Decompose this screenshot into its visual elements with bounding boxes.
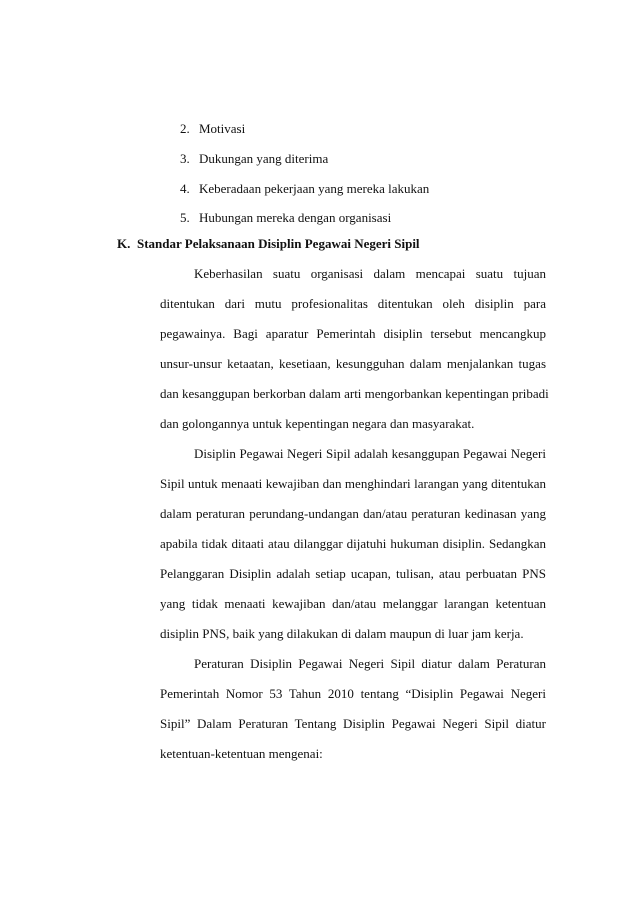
- paragraph-line: ketentuan-ketentuan mengenai:: [160, 746, 323, 761]
- paragraph-line: Pelanggaran Disiplin adalah setiap ucapan, tulisan, atau perbuatan PNS: [160, 566, 546, 581]
- list-text: Keberadaan pekerjaan yang mereka lakukan: [199, 181, 430, 196]
- section-letter: K.: [117, 236, 131, 251]
- paragraph-line: dalam peraturan perundang-undangan dan/atau peraturan kedinasan yang: [160, 506, 546, 521]
- paragraph-line: Sipil” Dalam Peraturan Tentang Disiplin Pegawai Negeri Sipil diatur: [160, 716, 546, 731]
- paragraph-line: Keberhasilan suatu organisasi dalam mencapai suatu tujuan: [194, 266, 546, 281]
- list-text: Dukungan yang diterima: [199, 151, 329, 166]
- section-title: Standar Pelaksanaan Disiplin Pegawai Negeri Sipil: [137, 236, 420, 251]
- paragraph-line: ditentukan dari mutu profesionalitas ditentukan oleh disiplin para: [160, 296, 546, 311]
- list-number: 5.: [180, 210, 190, 225]
- list-item: [180, 181, 429, 197]
- list-item: [180, 151, 328, 167]
- paragraph-line: Peraturan Disiplin Pegawai Negeri Sipil diatur dalam Peraturan: [194, 656, 546, 671]
- paragraph-line: pegawainya. Bagi aparatur Pemerintah disiplin tersebut mencangkup: [160, 326, 546, 341]
- list-item: [180, 121, 245, 137]
- paragraph-line: dan golongannya untuk kepentingan negara dan masyarakat.: [160, 416, 475, 431]
- paragraph-line: yang tidak menaati kewajiban dan/atau melanggar larangan ketentuan: [160, 596, 546, 611]
- paragraph-line: Sipil untuk menaati kewajiban dan menghindari larangan yang ditentukan: [160, 476, 546, 491]
- list-text: Hubungan mereka dengan organisasi: [199, 210, 392, 225]
- list-item: [180, 210, 391, 226]
- paragraph-line: Pemerintah Nomor 53 Tahun 2010 tentang “Disiplin Pegawai Negeri: [160, 686, 546, 701]
- paragraph-line: Disiplin Pegawai Negeri Sipil adalah kesanggupan Pegawai Negeri: [194, 446, 546, 461]
- paragraph-line: disiplin PNS, baik yang dilakukan di dalam maupun di luar jam kerja.: [160, 626, 524, 641]
- section-heading: [117, 236, 420, 252]
- list-text: Motivasi: [199, 121, 246, 136]
- paragraph-line: unsur-unsur ketaatan, kesetiaan, kesungguhan dalam menjalankan tugas: [160, 356, 546, 371]
- paragraph-line: apabila tidak ditaati atau dilanggar dijatuhi hukuman disiplin. Sedangkan: [160, 536, 546, 551]
- paragraph-line: dan kesanggupan berkorban dalam arti mengorbankan kepentingan pribadi: [160, 386, 549, 401]
- list-number: 2.: [180, 121, 190, 136]
- list-number: 4.: [180, 181, 190, 196]
- list-number: 3.: [180, 151, 190, 166]
